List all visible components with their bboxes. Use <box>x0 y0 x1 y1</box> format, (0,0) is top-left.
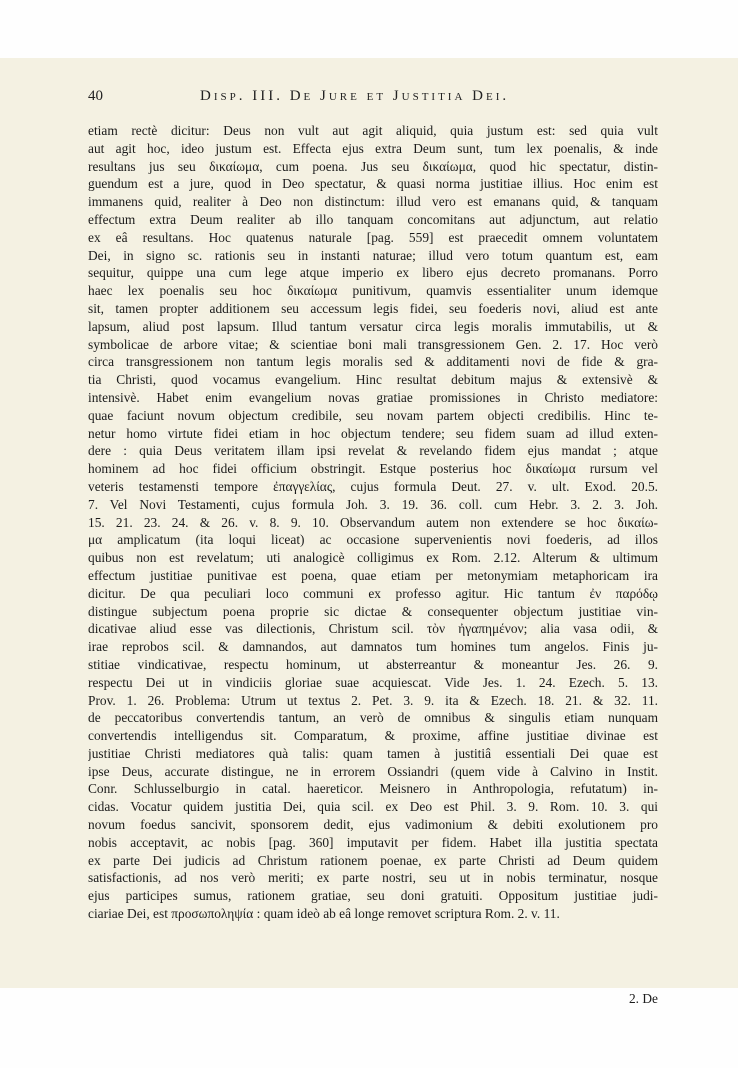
text-line: dicitur. De qua peculiari loco communi ex professo agitur. Hic tantum ἐν παρόδῳ <box>88 585 658 601</box>
text-line: quae faciunt novum objectum credibile, seu novam partem objecti credibilis. Hinc te- <box>88 407 658 423</box>
text-line: Dei, in signo sc. rationis seu in instanti naturae; illud vero totum quantum est, eam <box>88 247 658 263</box>
text-line: cidas. Vocatur quidem justitia Dei, quia scil. ex Deo est Phil. 3. 9. Rom. 10. 3. qui <box>88 799 658 815</box>
text-line: satisfactionis, ad nos verò meriti; ex parte nostri, seu ut in nobis terminatur, nosque <box>88 870 658 886</box>
page-number: 40 <box>88 88 103 104</box>
text-line: lapsum, aliud post lapsum. Illud tantum versatur circa legis moralis immutabilis, ut & <box>88 318 658 334</box>
text-line: netur homo virtute fidei etiam in hoc objectum tendere; seu fidem suam ad illud exten- <box>88 425 658 441</box>
text-line: justitiae Christi mediatores quà talis: quam tamen à justitiâ essentiali Dei quae est <box>88 745 658 761</box>
page-header <box>88 88 588 108</box>
text-line: irae reprobos scil. & damnandos, aut damnatos tum homines tum angelos. Finis ju- <box>88 639 658 655</box>
text-line: dere : quia Deus veritatem illam ipsi revelat & revelando fidem ejus mandat ; atque <box>88 443 658 459</box>
text-line: ejus participes sumus, rationem gratiae, seu doni gratuiti. Oppositum justitiae judi- <box>88 888 658 904</box>
text-line: novum foedus sancivit, sponsorem dedit, ejus vadimonium & debiti exolutionem pro <box>88 817 658 833</box>
text-line: 7. Vel Novi Testamenti, cujus formula Joh. 3. 19. 36. coll. cum Hebr. 3. 2. 3. Joh. <box>88 496 658 512</box>
body-text <box>88 122 658 923</box>
text-line: sequitur, quippe una cum lege atque imperio ex libero ejus decreto promanans. Porro <box>88 265 658 281</box>
text-line: ex parte Dei judicis ad Christum rationem poenae, ex parte Christi ad Deum quidem <box>88 852 658 868</box>
text-line: ciariae Dei, est προσωποληψία : quam ideò ab eâ longe removet scriptura Rom. 2. v. 11. <box>88 906 560 922</box>
text-line: 15. 21. 23. 24. & 26. v. 8. 9. 10. Observandum autem non extendere se hoc δικαίω- <box>88 514 658 530</box>
text-line: Conr. Schlusselburgio in catal. haereticor. Meisnero in Anthropologia, refutatum) in- <box>88 781 658 797</box>
text-line: tia Christi, quod vocamus evangelium. Hinc resultat debitum majus & extensivè & <box>88 372 658 388</box>
text-line: etiam rectè dicitur: Deus non vult aut agit aliquid, quia justum est: sed quia vult <box>88 123 658 138</box>
text-line: Prov. 1. 26. Problema: Utrum ut textus 2. Pet. 3. 9. ita & Ezech. 18. 21. & 32. 11. <box>88 692 658 708</box>
text-line: quibus non est revelatum; uti analogicè colligimus ex Rom. 2.12. Alterum & ultimum <box>88 550 658 566</box>
text-line: aut agit hoc, ideo justum est. Effecta ejus extra Deum sunt, tum lex poenalis, & inde <box>88 140 658 156</box>
text-line: μα amplicatum (ita loqui liceat) ac occasione supervenientis novi foederis, ad illos <box>88 532 658 548</box>
text-line: veteris testamensti tempore ἐπαγγελίας, cujus formula Deut. 27. v. ult. Exod. 20.5. <box>88 478 658 494</box>
catchword: 2. De <box>628 991 658 1006</box>
running-title: Disp. III. De Jure et Justitia Dei. <box>200 88 510 104</box>
text-line: sit, tamen propter additionem seu accessum legis fidei, seu foederis novi, aliud est ante <box>88 300 658 316</box>
text-line: distingue subjectum poena proprie sic dictae & consequenter objectum justitiae vin- <box>88 603 658 619</box>
text-line: symbolicae de arbore vitae; & scientiae boni mali transgressionem Gen. 2. 17. Hoc verò <box>88 336 658 352</box>
text-line: nobis acceptavit, ac nobis [pag. 360] imputavit per fidem. Habet illa justitia spectata <box>88 834 658 850</box>
text-line: haec lex poenalis seu hoc δικαίωμα punitivum, quamvis essentialiter unum idemque <box>88 283 658 299</box>
text-line: effectum justitiae punitivae est poena, quae etiam per metonymiam metaphoricam ira <box>88 567 658 583</box>
text-line: guendum est a jure, quod in Deo spectatur, & quasi norma justitiae illius. Hoc enim est <box>88 176 658 192</box>
text-line: respectu Dei ut in vindiciis gloriae suae acquiescat. Vide Jes. 1. 24. Ezech. 5. 13. <box>88 674 658 690</box>
book-page <box>0 58 738 1006</box>
text-line: dicativae aliud esse vas dilectionis, Christum scil. τὸν ἠγαπημένον; alia vasa odii, & <box>88 621 658 637</box>
text-line: ipse Deus, accurate distingue, ne in errorem Ossiandri (quem vide à Calvino in Instit. <box>88 763 658 779</box>
text-line: de peccatoribus convertendis tantum, an verò de omnibus & singulis etiam nunquam <box>88 710 658 726</box>
text-line: immanens quid, realiter à Deo non distinctum: illud vero est emanans quid, & tanquam <box>88 194 658 210</box>
text-line: hominem ad hoc fidei officium obstringit. Estque posterius hoc δικαίωμα rursum vel <box>88 461 658 477</box>
text-line: intensivè. Habet enim evangelium novas gratiae promissiones in Christo mediatore: <box>88 389 658 405</box>
text-line: resultans jus seu δικαίωμα, cum poena. Jus seu δικαίωμα, quod hic spectatur, distin- <box>88 158 658 174</box>
text-line: convertendis intelligendus sit. Comparatum, & proxime, affine justitiae divinae est <box>88 728 658 744</box>
text-line: effectum extra Deum realiter ab illo tanquam concomitans aut adjunctum, aut relatio <box>88 211 658 227</box>
text-line: stitiae vindicativae, respectu hominum, ut absterreantur & moneantur Jes. 26. 9. <box>88 656 658 672</box>
text-line: circa transgressionem non tantum legis moralis sed & additamenti novi de fide & gra- <box>88 354 658 370</box>
text-line: ex eâ resultans. Hoc quatenus naturale [pag. 559] est praecedit omnem voluntatem <box>88 229 658 245</box>
